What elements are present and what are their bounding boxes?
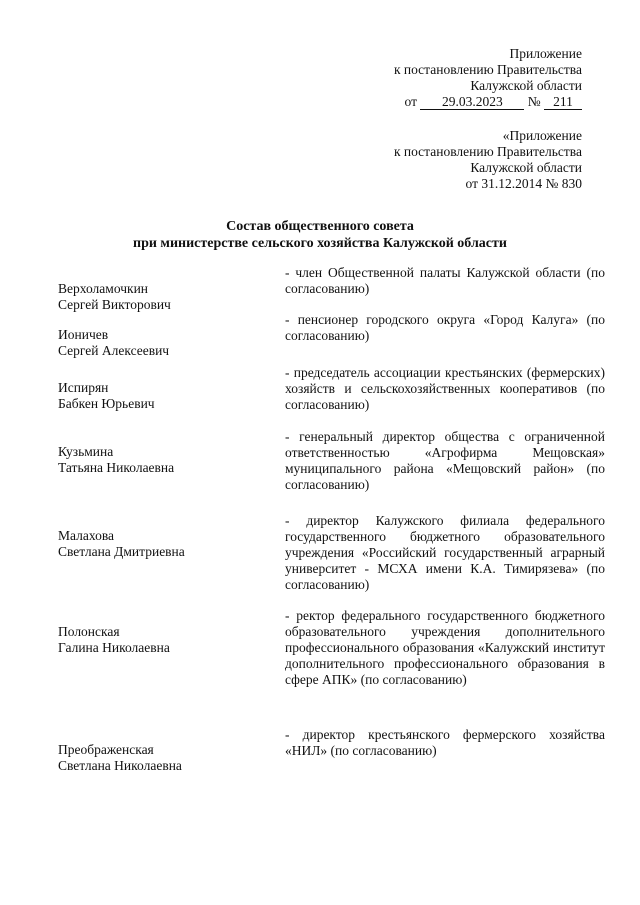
member-given-name: Бабкен Юрьевич <box>58 396 155 411</box>
member-surname: Ионичев <box>58 327 109 342</box>
member-name <box>58 380 268 412</box>
member-surname: Испирян <box>58 380 109 395</box>
member-description: - директор крестьянского фермерского хозяйства «НИЛ» (по согласованию) <box>285 727 605 758</box>
member-surname: Верхоламочкин <box>58 281 149 296</box>
member-given-name: Светлана Дмитриевна <box>58 544 185 559</box>
header-date: 29.03.2023 <box>420 95 524 110</box>
member-name <box>58 624 268 656</box>
member-description: - член Общественной палаты Калужской области (по согласованию) <box>285 265 605 296</box>
original-attachment-header <box>282 128 582 192</box>
header-line-2: к постановлению Правительства <box>393 62 582 77</box>
header-number: 211 <box>544 95 582 110</box>
document-title <box>0 218 640 252</box>
member-name <box>58 281 268 313</box>
header2-line-1: «Приложение <box>502 128 582 143</box>
member-name <box>58 742 268 774</box>
member-given-name: Галина Николаевна <box>58 640 170 655</box>
header-date-line <box>282 94 582 110</box>
header2-line-2: к постановлению Правительства <box>393 144 582 159</box>
attachment-header <box>282 46 582 110</box>
member-surname: Кузьмина <box>58 444 114 459</box>
member-surname: Малахова <box>58 528 115 543</box>
member-name <box>58 444 268 476</box>
header2-line-4: от 31.12.2014 № 830 <box>465 176 582 191</box>
member-name <box>58 327 268 359</box>
member-given-name: Светлана Николаевна <box>58 758 182 773</box>
header-line-1: Приложение <box>509 46 582 61</box>
header2-line-3: Калужской области <box>470 160 582 175</box>
date-prefix: от <box>404 94 417 109</box>
member-given-name: Сергей Викторович <box>58 297 171 312</box>
member-given-name: Татьяна Николаевна <box>58 460 175 475</box>
member-surname: Преображенская <box>58 742 154 757</box>
member-description: - директор Калужского филиала федерального государственного бюджетного образовательного учреждения «Российский государственный аграрный университет - МСХА имени К.А. Тимирязева» (по согласованию) <box>285 513 605 592</box>
member-surname: Полонская <box>58 624 120 639</box>
title-line-1: Состав общественного совета <box>226 219 414 234</box>
member-description: - пенсионер городского округа «Город Калуга» (по согласованию) <box>285 312 605 343</box>
member-description: - председатель ассоциации крестьянских (фермерских) хозяйств и сельскохозяйственных кооперативов (по согласованию) <box>285 365 605 412</box>
title-line-2: при министерстве сельского хозяйства Калужской области <box>133 236 507 251</box>
number-prefix: № <box>527 94 541 109</box>
header-line-3: Калужской области <box>470 78 582 93</box>
member-description: - ректор федерального государственного бюджетного образовательного учреждения дополнительного профессионального образования «Калужский институт дополнительного профессионального образования в сфере АПК» (по согласованию) <box>285 608 605 687</box>
member-given-name: Сергей Алексеевич <box>58 343 170 358</box>
member-name <box>58 528 268 560</box>
member-description: - генеральный директор общества с ограниченной ответственностью «Агрофирма Мещовская» муниципального района «Мещовский район» (по согласованию) <box>285 429 605 492</box>
